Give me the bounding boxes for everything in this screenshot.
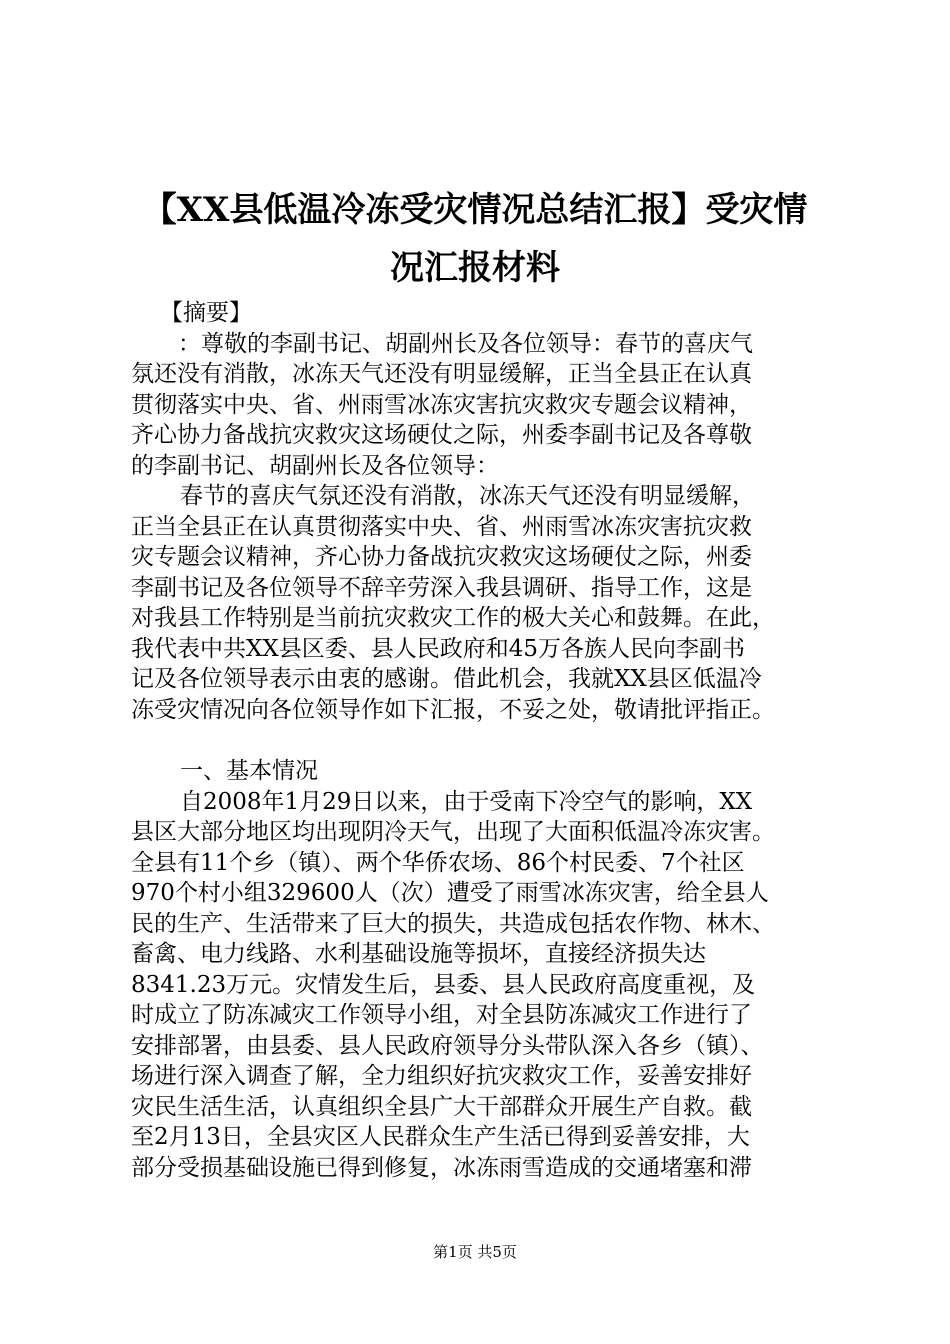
section-heading: 一、基本情况	[180, 758, 318, 784]
body-line: 对我县工作特别是当前抗灾救灾工作的极大关心和鼓舞。在此，	[131, 605, 775, 631]
body-line: 的李副书记、胡副州长及各位领导：	[131, 453, 499, 479]
body-line: 县区大部分地区均出现阴冷天气，出现了大面积低温冷冻灾害。	[131, 819, 775, 845]
body-line: 灾专题会议精神，齐心协力备战抗灾救灾这场硬仗之际，州委	[131, 544, 752, 570]
body-line: 全县有11个乡（镇）、两个华侨农场、86个村民委、7个社区	[131, 850, 745, 876]
body-line: 冻受灾情况向各位领导作如下汇报，不妥之处，敬请批评指正。	[131, 697, 775, 723]
body-line: 至2月13日，全县灾区人民群众生产生活已得到妥善安排，大	[131, 1124, 750, 1150]
body-line: 8341.23万元。灾情发生后，县委、县人民政府高度重视，及	[131, 972, 756, 998]
page-footer: 第1页 共5页	[433, 1243, 517, 1261]
body-line: 970个村小组329600人（次）遭受了雨雪冰冻灾害，给全县人	[131, 880, 769, 906]
body-line: 安排部署，由县委、县人民政府领导分头带队深入各乡（镇）、	[131, 1033, 764, 1059]
body-line: 氛还没有消散，冰冻天气还没有明显缓解，正当全县正在认真	[131, 361, 752, 387]
body-line: 我代表中共XX县区委、县人民政府和45万各族人民向李副书	[131, 636, 746, 662]
body-line: ：尊敬的李副书记、胡副州长及各位领导：春节的喜庆气	[178, 331, 753, 357]
body-line: 部分受损基础设施已得到修复，冰冻雨雪造成的交通堵塞和滞	[131, 1155, 752, 1181]
body-line: 民的生产、生活带来了巨大的损失，共造成包括农作物、林木、	[131, 911, 775, 937]
body-line: 记及各位领导表示由衷的感谢。借此机会，我就XX县区低温冷	[131, 666, 762, 692]
body-line: 贯彻落实中央、省、州雨雪冰冻灾害抗灾救灾专题会议精神，	[131, 392, 752, 418]
body-line: 时成立了防冻减灾工作领导小组，对全县防冻减灾工作进行了	[131, 1002, 752, 1028]
body-line: 春节的喜庆气氛还没有消散，冰冻天气还没有明显缓解，	[180, 483, 755, 509]
body-line: 场进行深入调查了解，全力组织好抗灾救灾工作，妥善安排好	[131, 1063, 752, 1089]
body-line: 正当全县正在认真贯彻落实中央、省、州雨雪冰冻灾害抗灾救	[131, 514, 752, 540]
body-line: 畜禽、电力线路、水利基础设施等损坏，直接经济损失达	[131, 941, 706, 967]
document-title-line-2: 况汇报材料	[390, 248, 560, 288]
body-line: 灾民生活生活，认真组织全县广大干部群众开展生产自救。截	[131, 1094, 752, 1120]
body-line: 李副书记及各位领导不辞辛劳深入我县调研、指导工作，这是	[131, 575, 752, 601]
abstract-heading: 【摘要】	[160, 300, 252, 326]
body-line: 自2008年1月29日以来，由于受南下冷空气的影响，XX	[180, 789, 753, 815]
body-line: 齐心协力备战抗灾救灾这场硬仗之际，州委李副书记及各尊敬	[131, 422, 752, 448]
document-title-line-1: 【XX县低温冷冻受灾情况总结汇报】受灾情	[142, 190, 808, 230]
